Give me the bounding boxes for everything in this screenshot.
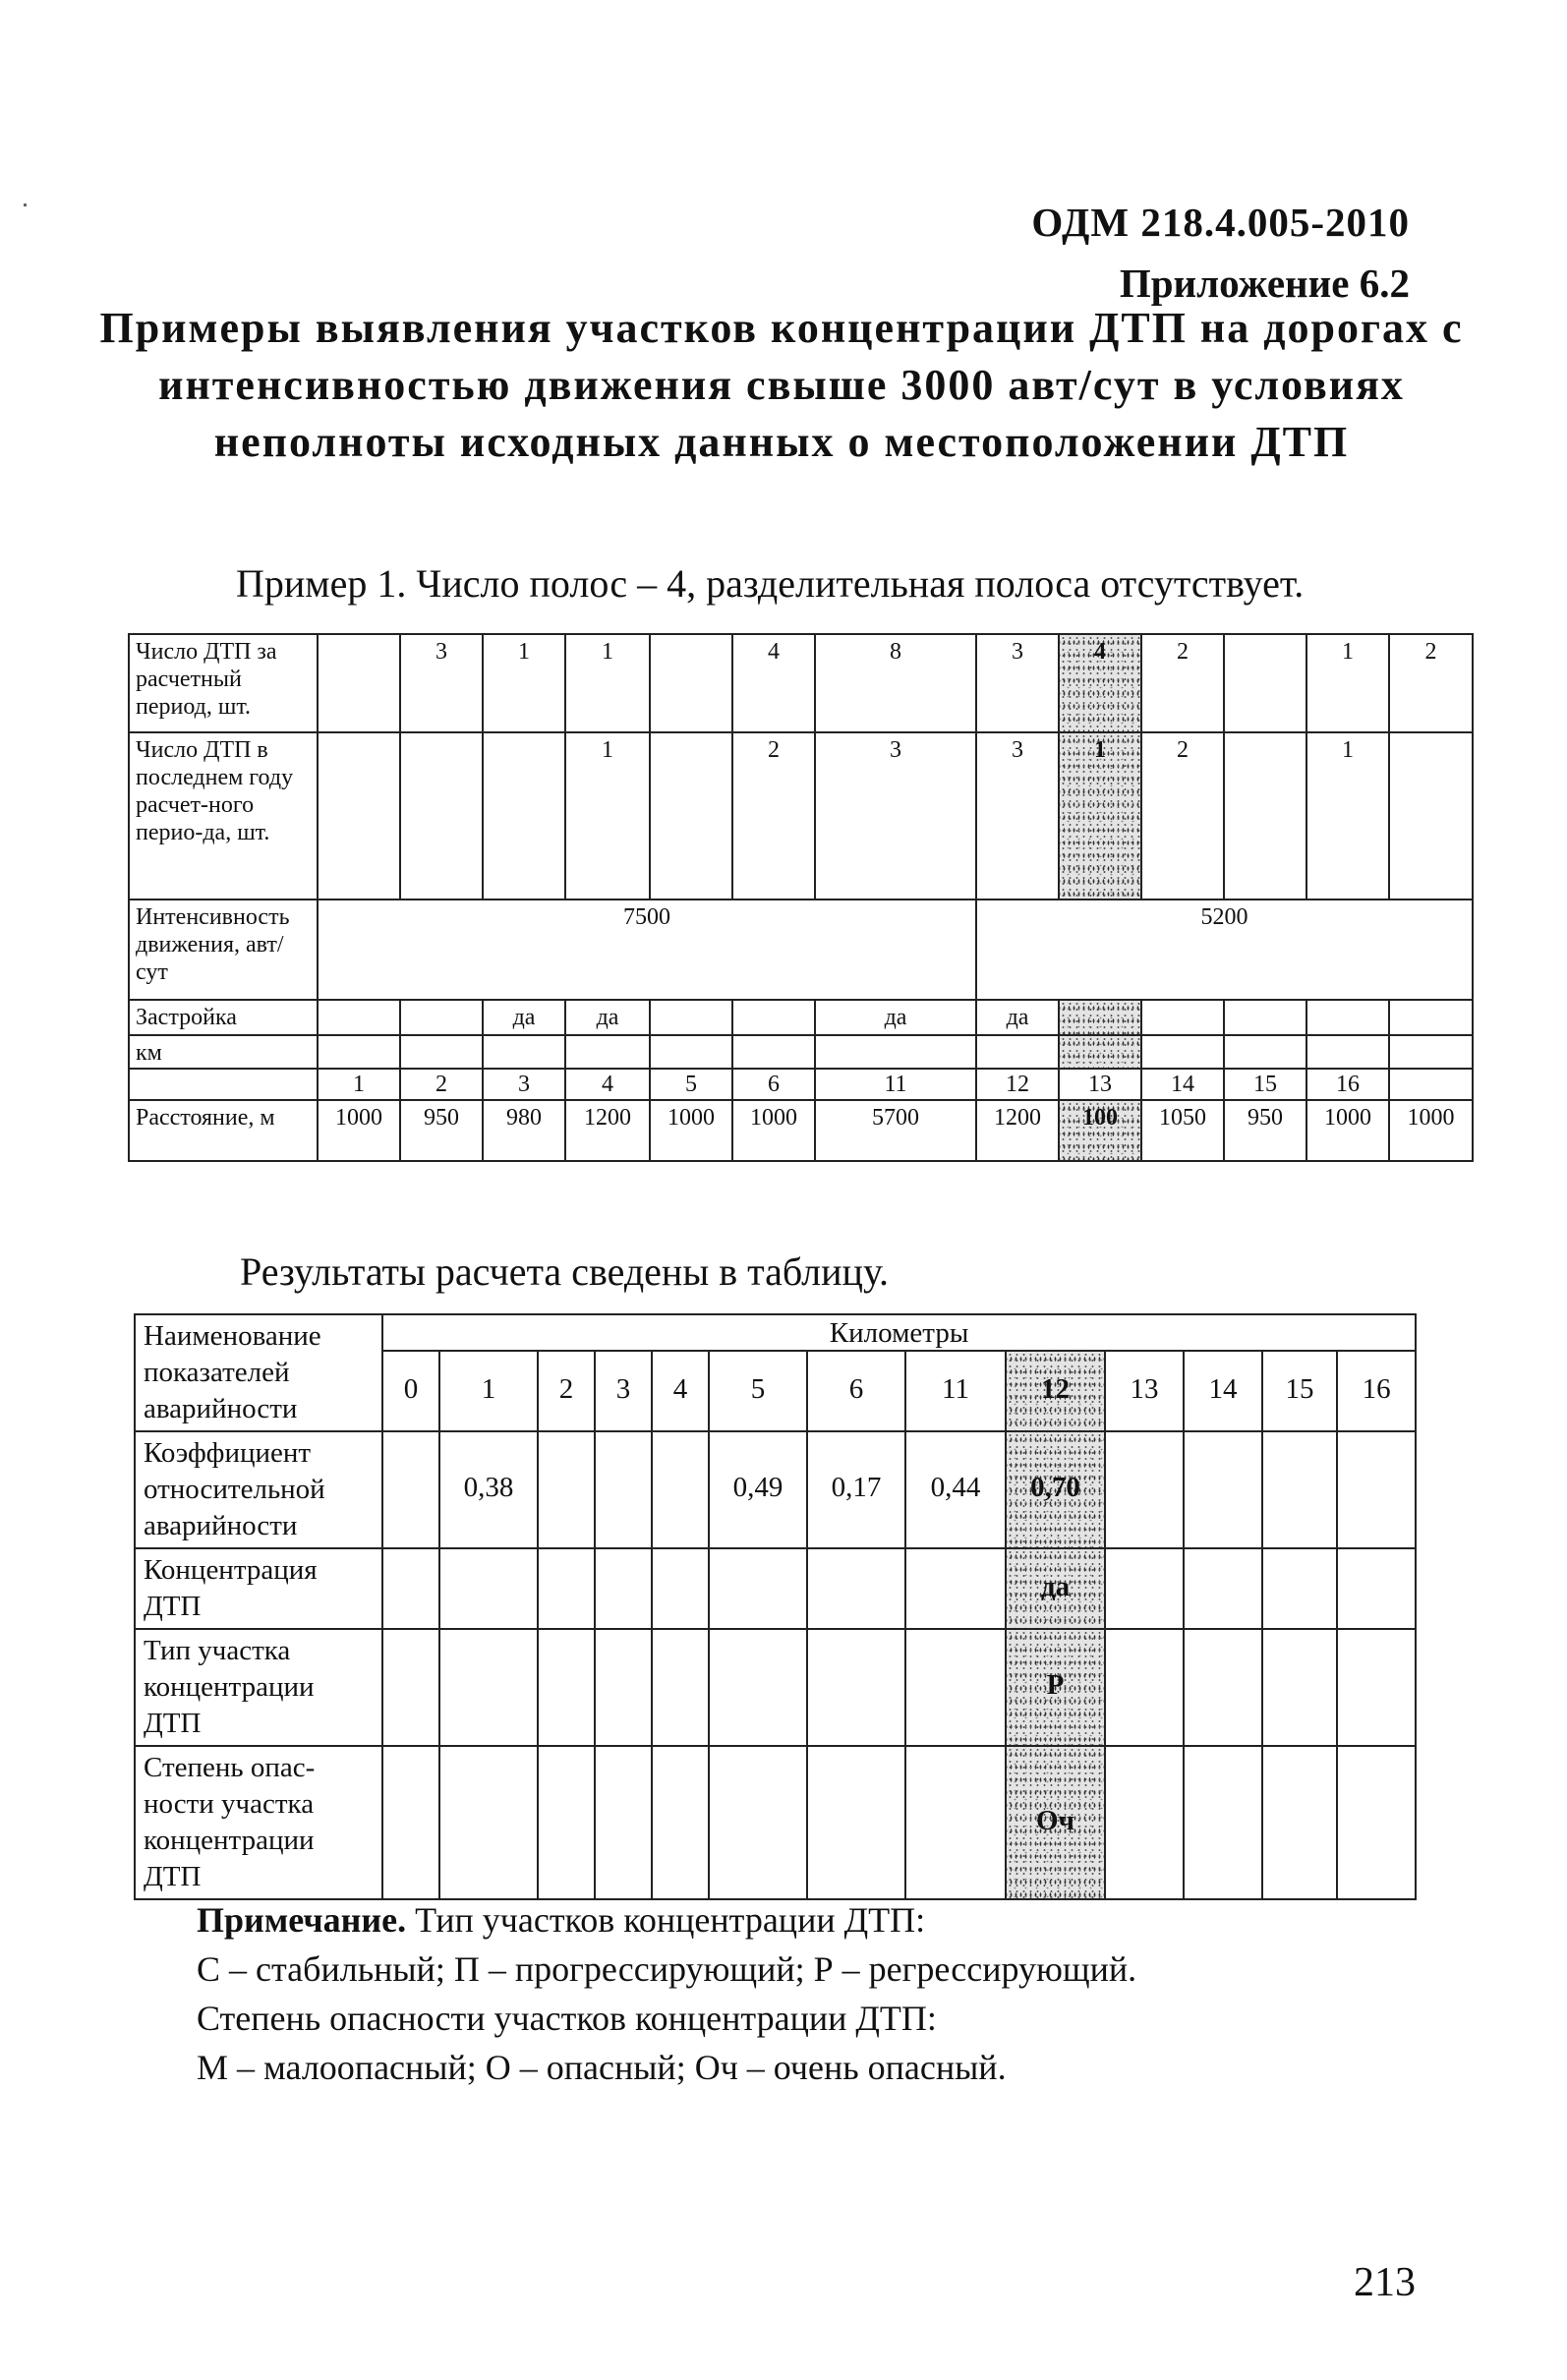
table-cell	[318, 1000, 400, 1035]
table-cell: 1	[483, 634, 565, 732]
table-row	[135, 1548, 1416, 1629]
table-cell	[905, 1629, 1006, 1746]
km-value: 13	[1105, 1351, 1184, 1431]
note-text: Тип участков концентрации ДТП:	[406, 1900, 926, 1940]
table-cell	[1184, 1629, 1262, 1746]
km-value: 12	[976, 1069, 1059, 1100]
table-cell	[807, 1629, 905, 1746]
table-row	[129, 1100, 1473, 1161]
table-cell	[318, 732, 400, 900]
table-cell: 1000	[1306, 1100, 1389, 1161]
table-cell: 950	[1224, 1100, 1306, 1161]
table-cell	[538, 1746, 595, 1899]
table-cell: 0,38	[439, 1431, 538, 1548]
table-cell	[1105, 1431, 1184, 1548]
table-cell	[595, 1431, 652, 1548]
table-cell	[1105, 1746, 1184, 1899]
table-cell	[1262, 1746, 1337, 1899]
table-header-row	[135, 1314, 1416, 1351]
table-cell	[709, 1746, 807, 1899]
table-cell	[650, 634, 732, 732]
table-cell	[382, 1431, 439, 1548]
table-cell	[538, 1431, 595, 1548]
table-row	[135, 1431, 1416, 1548]
table-cell	[1184, 1431, 1262, 1548]
table-cell: да	[815, 1000, 976, 1035]
table-cell	[439, 1746, 538, 1899]
km-value: 2	[538, 1351, 595, 1431]
highlighted-cell	[1059, 1000, 1141, 1035]
table-cell: 2	[1141, 732, 1224, 900]
table-cell: 2	[1141, 634, 1224, 732]
highlighted-cell	[1059, 1035, 1141, 1069]
table-cell	[652, 1746, 709, 1899]
table-cell: 980	[483, 1100, 565, 1161]
table-cell	[595, 1746, 652, 1899]
km-value: 14	[1141, 1069, 1224, 1100]
highlighted-cell: 4	[1059, 634, 1141, 732]
results-caption: Результаты расчета сведены в таблицу.	[240, 1249, 889, 1294]
km-value: 3	[595, 1351, 652, 1431]
highlighted-cell: 12	[1006, 1351, 1105, 1431]
table-cell	[807, 1548, 905, 1629]
table-cell	[652, 1431, 709, 1548]
km-value: 5	[650, 1069, 732, 1100]
table-cell	[1337, 1746, 1416, 1899]
note-line: Степень опасности участков концентрации ДТП:	[197, 1999, 937, 2038]
table-row	[129, 1000, 1473, 1035]
table-cell	[1262, 1629, 1337, 1746]
table-cell: 0,49	[709, 1431, 807, 1548]
row-label: Концентрация ДТП	[135, 1548, 382, 1629]
table-row	[129, 634, 1473, 732]
intensity-value-2: 5200	[976, 900, 1473, 1000]
results-table	[134, 1313, 1417, 1900]
km-value: 4	[652, 1351, 709, 1431]
table-cell: 1	[565, 634, 650, 732]
table-cell: да	[976, 1000, 1059, 1035]
header-label: Наименование показателей аварийности	[135, 1314, 382, 1431]
table-cell: 0,44	[905, 1431, 1006, 1548]
table-cell: 1000	[318, 1100, 400, 1161]
table-cell	[595, 1629, 652, 1746]
table-cell	[807, 1746, 905, 1899]
table-cell	[439, 1548, 538, 1629]
table-cell	[538, 1629, 595, 1746]
table-cell: 0,17	[807, 1431, 905, 1548]
km-value: 2	[400, 1069, 483, 1100]
table-cell	[382, 1629, 439, 1746]
table-cell	[1105, 1629, 1184, 1746]
km-value: 11	[815, 1069, 976, 1100]
note-label: Примечание.	[197, 1900, 407, 1940]
table-cell	[439, 1629, 538, 1746]
km-value: 15	[1262, 1351, 1337, 1431]
source-data-table	[128, 633, 1474, 1162]
table-cell	[709, 1629, 807, 1746]
km-value: 11	[905, 1351, 1006, 1431]
table-cell: 1200	[976, 1100, 1059, 1161]
highlighted-cell: 1	[1059, 732, 1141, 900]
table-row	[129, 1035, 1473, 1069]
highlighted-cell: Р	[1006, 1629, 1105, 1746]
km-value: 16	[1337, 1351, 1416, 1431]
table-cell	[595, 1548, 652, 1629]
example-caption: Пример 1. Число полос – 4, разделительная полоса отсутствует.	[236, 561, 1305, 606]
table-cell: 1200	[565, 1100, 650, 1161]
table-cell	[1224, 1000, 1306, 1035]
highlighted-cell: 0,70	[1006, 1431, 1105, 1548]
table-cell	[709, 1548, 807, 1629]
row-label: Число ДТП за расчетный период, шт.	[129, 634, 318, 732]
table-cell	[650, 1000, 732, 1035]
table-cell	[1224, 732, 1306, 900]
table-cell	[1306, 1000, 1389, 1035]
note-block	[197, 1895, 1435, 2092]
table-cell	[1262, 1548, 1337, 1629]
table-cell	[1389, 732, 1473, 900]
table-cell	[1337, 1629, 1416, 1746]
row-label: Застройка	[129, 1000, 318, 1035]
table-cell	[1141, 1000, 1224, 1035]
table-cell: 1000	[650, 1100, 732, 1161]
km-value: 16	[1306, 1069, 1389, 1100]
row-label: Число ДТП в последнем году расчет-ного перио-да, шт.	[129, 732, 318, 900]
table-cell: 1000	[1389, 1100, 1473, 1161]
km-header: Километры	[382, 1314, 1416, 1351]
table-cell	[382, 1548, 439, 1629]
table-cell: 3	[400, 634, 483, 732]
table-cell	[905, 1746, 1006, 1899]
table-cell	[382, 1746, 439, 1899]
table-cell	[1262, 1431, 1337, 1548]
intensity-value-1: 7500	[318, 900, 976, 1000]
table-row	[135, 1746, 1416, 1899]
note-line: М – малоопасный; О – опасный; Оч – очень опасный.	[197, 2048, 1007, 2087]
table-row	[129, 900, 1473, 1000]
table-cell	[483, 732, 565, 900]
page-title: Примеры выявления участков концентрации ДТП на дорогах с интенсивностью движения свыше 3000 авт/сут в условиях неполноты исходных данных о местоположении ДТП	[99, 304, 1464, 466]
table-cell	[400, 1000, 483, 1035]
table-cell	[652, 1548, 709, 1629]
table-cell: 1	[1306, 732, 1389, 900]
table-cell: 950	[400, 1100, 483, 1161]
table-row	[135, 1629, 1416, 1746]
page-number: 213	[1354, 2260, 1416, 2305]
km-value: 1	[439, 1351, 538, 1431]
km-value: 3	[483, 1069, 565, 1100]
km-value: 13	[1059, 1069, 1141, 1100]
table-cell: 1050	[1141, 1100, 1224, 1161]
table-cell	[318, 634, 400, 732]
row-label: км	[129, 1035, 318, 1069]
table-row	[129, 732, 1473, 900]
km-row	[129, 1069, 1473, 1100]
table-cell	[1184, 1548, 1262, 1629]
table-cell: 8	[815, 634, 976, 732]
table-cell	[650, 732, 732, 900]
table-cell	[1105, 1548, 1184, 1629]
row-label: Тип участка концентрации ДТП	[135, 1629, 382, 1746]
document-code: ОДМ 218.4.005-2010	[1031, 200, 1410, 245]
table-cell: 5700	[815, 1100, 976, 1161]
km-value: 5	[709, 1351, 807, 1431]
table-cell: да	[565, 1000, 650, 1035]
table-cell: 4	[732, 634, 815, 732]
table-cell	[1337, 1431, 1416, 1548]
table-cell: 3	[815, 732, 976, 900]
table-cell	[400, 732, 483, 900]
table-cell: 1000	[732, 1100, 815, 1161]
km-value: 0	[382, 1351, 439, 1431]
table-cell: 2	[1389, 634, 1473, 732]
km-value: 4	[565, 1069, 650, 1100]
table-cell: 2	[732, 732, 815, 900]
table-cell: 1	[1306, 634, 1389, 732]
km-value: 14	[1184, 1351, 1262, 1431]
km-value: 1	[318, 1069, 400, 1100]
table-cell: 3	[976, 732, 1059, 900]
table-cell: 3	[976, 634, 1059, 732]
note-line: С – стабильный; П – прогрессирующий; Р – регрессирующий.	[197, 1949, 1137, 1989]
note-line	[197, 1895, 1435, 1945]
km-value: 6	[732, 1069, 815, 1100]
table-cell: 1	[565, 732, 650, 900]
km-value: 15	[1224, 1069, 1306, 1100]
highlighted-cell: да	[1006, 1548, 1105, 1629]
table-cell	[1337, 1548, 1416, 1629]
table-cell	[905, 1548, 1006, 1629]
row-label: Степень опас-ности участка концентрации ДТП	[135, 1746, 382, 1899]
table-cell	[1184, 1746, 1262, 1899]
km-value: 6	[807, 1351, 905, 1431]
row-label: Расстояние, м	[129, 1100, 318, 1161]
row-label: Интенсивность движения, авт/сут	[129, 900, 318, 1000]
highlighted-cell: 100	[1059, 1100, 1141, 1161]
table-cell	[1389, 1000, 1473, 1035]
highlighted-cell: Оч	[1006, 1746, 1105, 1899]
appendix-label: Приложение 6.2	[1119, 261, 1410, 306]
table-cell	[652, 1629, 709, 1746]
row-label: Коэффициент относительной аварийности	[135, 1431, 382, 1548]
table-cell	[1224, 634, 1306, 732]
table-cell: да	[483, 1000, 565, 1035]
table-cell	[538, 1548, 595, 1629]
table-cell	[732, 1000, 815, 1035]
scan-speck	[24, 203, 27, 206]
